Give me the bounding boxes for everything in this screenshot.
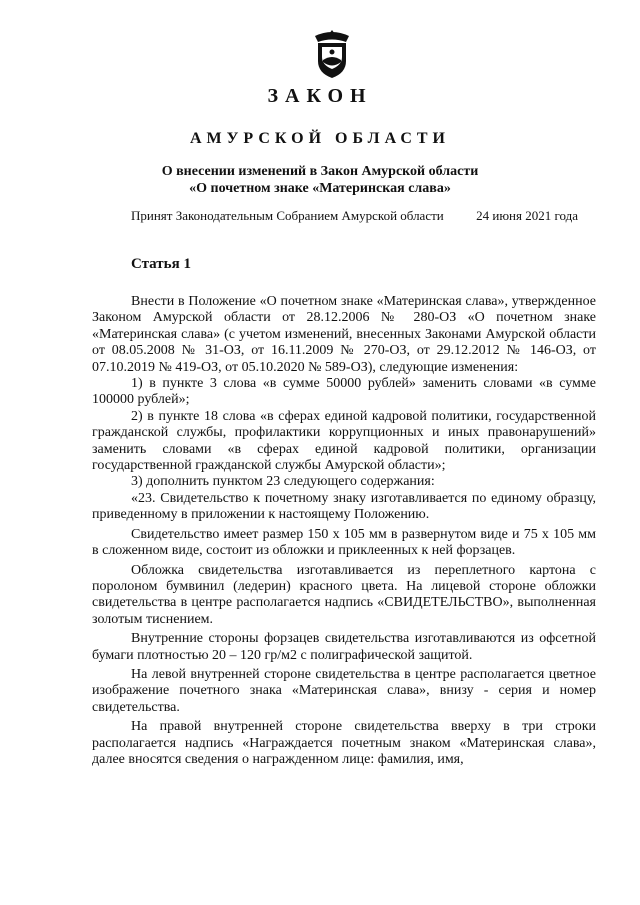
- paragraph: На правой внутренней стороне свидетельства вверху в три строки располагается надпись «Награждается почетным знаком «Материнская слава», далее вносятся сведения о награжденном лице: фамилия, имя,: [92, 719, 596, 767]
- paragraph: Внести в Положение «О почетном знаке «Материнская слава», утвержденное Законом Амурской области от 28.12.2006 № 280-ОЗ «О почетном знаке «Материнская слава» (с учетом изменений, внесенных Законами Амурской области от 08.05.2008 № 31-ОЗ, от 16.11.2009 № 270-ОЗ, от 29.12.2012 № 146-ОЗ, от 07.10.2019 № 419-ОЗ, от 05.10.2020 № 589-ОЗ), следующие изменения:: [92, 294, 596, 375]
- adopted-by: Принят Законодательным Собранием Амурской области: [131, 208, 444, 223]
- paragraph: На левой внутренней стороне свидетельства в центре располагается цветное изображение почетного знака «Материнская слава», внизу - серия и номер свидетельства.: [92, 666, 596, 715]
- adopted-date: 24 июня 2021 года: [476, 208, 578, 223]
- coat-of-arms-icon: [309, 28, 355, 80]
- paragraph: Обложка свидетельства изготавливается из переплетного картона с поролоном бумвинил (ледерин) красного цвета. На лицевой стороне обложки свидетельства в центре располагается надпись «СВИДЕТЕЛЬСТВО», выполненная золотым тиснением.: [92, 562, 596, 627]
- article-body: [92, 294, 596, 768]
- paragraph: 1) в пункте 3 слова «в сумме 50000 рублей» заменить словами «в сумме 100000 рублей»;: [92, 376, 596, 408]
- subject-line-1: О внесении изменений в Закон Амурской области: [161, 164, 479, 179]
- paragraph: Внутренние стороны форзацев свидетельства изготавливаются из офсетной бумаги плотностью 20 – 120 гр/м2 с полиграфической защитой.: [92, 631, 596, 663]
- law-subject: [0, 163, 640, 197]
- paragraph: «23. Свидетельство к почетному знаку изготавливается по единому образцу, приведенному в приложении к настоящему Положению.: [92, 490, 596, 523]
- paragraph: 3) дополнить пунктом 23 следующего содержания:: [131, 474, 435, 490]
- paragraph: 2) в пункте 18 слова «в сферах единой кадровой политики, государственной гражданской службы, профилактики коррупционных и иных правонарушений» заменить словами «в сферах единой кадровой политики, организации государственной гражданской службы Амурской области»;: [92, 408, 596, 474]
- subject-line-2: «О почетном знаке «Материнская слава»: [189, 181, 451, 196]
- article-heading: Статья 1: [131, 256, 191, 272]
- paragraph: Свидетельство имеет размер 150 х 105 мм в развернутом виде и 75 х 105 мм в сложенном виде, состоит из обложки и приклеенных к ней форзацев.: [92, 526, 596, 559]
- document-title: ЗАКОН: [267, 85, 373, 107]
- region-name: АМУРСКОЙ ОБЛАСТИ: [190, 130, 450, 147]
